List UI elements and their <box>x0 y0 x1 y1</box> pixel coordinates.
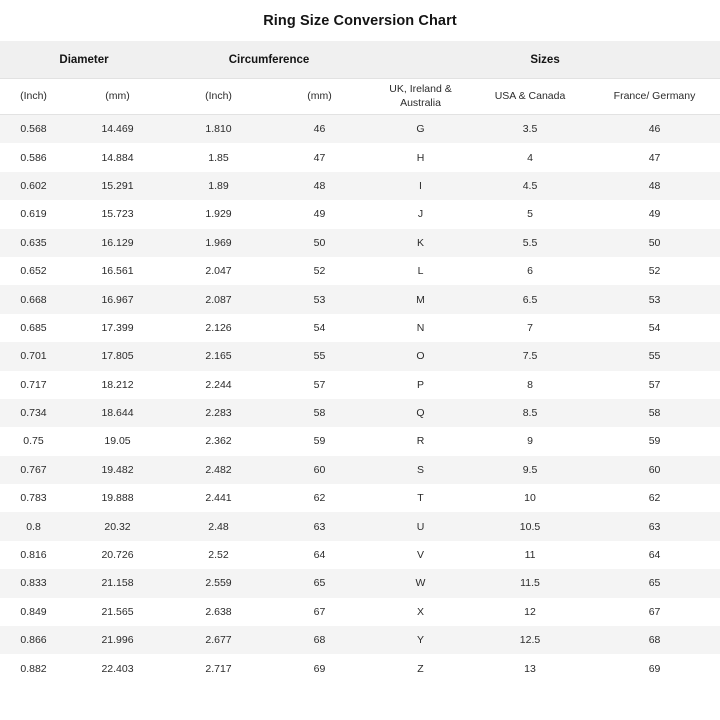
table-cell: 67 <box>269 598 370 626</box>
table-cell: 17.805 <box>67 342 168 370</box>
table-cell: 6 <box>471 257 589 285</box>
table-cell: 55 <box>589 342 720 370</box>
table-cell: 15.291 <box>67 172 168 200</box>
table-cell: X <box>370 598 471 626</box>
table-cell: 11.5 <box>471 569 589 597</box>
table-cell: 0.568 <box>0 115 67 143</box>
table-cell: 16.561 <box>67 257 168 285</box>
table-cell: 46 <box>589 115 720 143</box>
table-cell: 1.89 <box>168 172 269 200</box>
table-cell: 62 <box>269 484 370 512</box>
table-cell: 69 <box>269 654 370 682</box>
table-cell: 54 <box>589 314 720 342</box>
table-cell: 1.85 <box>168 143 269 171</box>
table-cell: 8.5 <box>471 399 589 427</box>
table-row <box>0 399 720 427</box>
table-cell: 21.158 <box>67 569 168 597</box>
table-cell: 68 <box>589 626 720 654</box>
table-cell: 67 <box>589 598 720 626</box>
table-cell: U <box>370 512 471 540</box>
table-subheader-row <box>0 79 720 114</box>
table-cell: J <box>370 200 471 228</box>
table-cell: 2.165 <box>168 342 269 370</box>
table-cell: 0.783 <box>0 484 67 512</box>
table-cell: 2.52 <box>168 541 269 569</box>
table-cell: 2.441 <box>168 484 269 512</box>
table-row <box>0 143 720 171</box>
table-cell: 13 <box>471 654 589 682</box>
table-cell: Q <box>370 399 471 427</box>
table-cell: 0.652 <box>0 257 67 285</box>
table-cell: 46 <box>269 115 370 143</box>
table-row <box>0 427 720 455</box>
table-cell: Z <box>370 654 471 682</box>
table-cell: 52 <box>589 257 720 285</box>
table-cell: 2.126 <box>168 314 269 342</box>
table-cell: 0.668 <box>0 285 67 313</box>
table-cell: 1.810 <box>168 115 269 143</box>
table-group-header-row <box>0 41 720 78</box>
table-cell: 0.602 <box>0 172 67 200</box>
table-row <box>0 456 720 484</box>
table-column-header: (Inch) <box>168 79 269 114</box>
table-cell: 47 <box>589 143 720 171</box>
table-cell: O <box>370 342 471 370</box>
table-cell: 0.849 <box>0 598 67 626</box>
table-cell: 5.5 <box>471 229 589 257</box>
table-cell: H <box>370 143 471 171</box>
table-cell: 5 <box>471 200 589 228</box>
table-cell: 2.48 <box>168 512 269 540</box>
table-cell: 14.469 <box>67 115 168 143</box>
table-cell: 0.767 <box>0 456 67 484</box>
table-cell: 9.5 <box>471 456 589 484</box>
table-cell: 57 <box>589 371 720 399</box>
table-cell: 20.726 <box>67 541 168 569</box>
table-row <box>0 626 720 654</box>
table-cell: 0.734 <box>0 399 67 427</box>
table-cell: 2.244 <box>168 371 269 399</box>
table-cell: 0.685 <box>0 314 67 342</box>
table-cell: 11 <box>471 541 589 569</box>
table-row <box>0 371 720 399</box>
table-group-header: Sizes <box>370 41 720 78</box>
table-cell: 64 <box>589 541 720 569</box>
table-cell: 69 <box>589 654 720 682</box>
table-cell: 18.212 <box>67 371 168 399</box>
table-column-header: France/ Germany <box>589 79 720 114</box>
table-cell: 0.701 <box>0 342 67 370</box>
table-cell: 19.05 <box>67 427 168 455</box>
table-cell: 2.677 <box>168 626 269 654</box>
table-cell: 0.816 <box>0 541 67 569</box>
table-cell: 47 <box>269 143 370 171</box>
ring-size-conversion-table <box>0 41 720 683</box>
table-cell: P <box>370 371 471 399</box>
table-cell: 0.8 <box>0 512 67 540</box>
table-cell: 19.482 <box>67 456 168 484</box>
table-row <box>0 484 720 512</box>
page-title: Ring Size Conversion Chart <box>263 13 457 29</box>
table-cell: 21.996 <box>67 626 168 654</box>
table-cell: 0.833 <box>0 569 67 597</box>
table-cell: 9 <box>471 427 589 455</box>
table-row <box>0 512 720 540</box>
table-cell: 68 <box>269 626 370 654</box>
table-cell: 57 <box>269 371 370 399</box>
table-cell: 63 <box>589 512 720 540</box>
table-cell: 21.565 <box>67 598 168 626</box>
table-cell: 58 <box>589 399 720 427</box>
table-cell: 1.969 <box>168 229 269 257</box>
table-cell: 53 <box>589 285 720 313</box>
table-cell: 2.283 <box>168 399 269 427</box>
table-cell: 4.5 <box>471 172 589 200</box>
table-row <box>0 200 720 228</box>
table-cell: N <box>370 314 471 342</box>
table-cell: 60 <box>269 456 370 484</box>
table-cell: 63 <box>269 512 370 540</box>
table-cell: 2.482 <box>168 456 269 484</box>
table-row <box>0 598 720 626</box>
table-row <box>0 569 720 597</box>
table-cell: I <box>370 172 471 200</box>
table-row <box>0 229 720 257</box>
table-cell: 64 <box>269 541 370 569</box>
table-cell: 55 <box>269 342 370 370</box>
table-cell: 2.638 <box>168 598 269 626</box>
table-cell: 16.129 <box>67 229 168 257</box>
table-cell: 50 <box>589 229 720 257</box>
table-cell: 7 <box>471 314 589 342</box>
table-cell: 14.884 <box>67 143 168 171</box>
table-row <box>0 654 720 682</box>
table-cell: L <box>370 257 471 285</box>
table-row <box>0 285 720 313</box>
table-cell: R <box>370 427 471 455</box>
table-row <box>0 172 720 200</box>
table-cell: 59 <box>269 427 370 455</box>
table-cell: 48 <box>269 172 370 200</box>
table-cell: 20.32 <box>67 512 168 540</box>
table-cell: 0.717 <box>0 371 67 399</box>
table-cell: 2.559 <box>168 569 269 597</box>
table-cell: T <box>370 484 471 512</box>
table-cell: V <box>370 541 471 569</box>
table-cell: 10.5 <box>471 512 589 540</box>
table-cell: 49 <box>269 200 370 228</box>
table-cell: 3.5 <box>471 115 589 143</box>
table-cell: 2.362 <box>168 427 269 455</box>
table-group-header: Diameter <box>0 41 168 78</box>
table-cell: 62 <box>589 484 720 512</box>
table-column-header: (mm) <box>67 79 168 114</box>
table-cell: 6.5 <box>471 285 589 313</box>
table-row <box>0 541 720 569</box>
table-cell: 54 <box>269 314 370 342</box>
table-cell: 59 <box>589 427 720 455</box>
table-cell: 17.399 <box>67 314 168 342</box>
table-cell: 65 <box>269 569 370 597</box>
table-row <box>0 342 720 370</box>
table-cell: 0.619 <box>0 200 67 228</box>
table-cell: 1.929 <box>168 200 269 228</box>
table-cell: 0.75 <box>0 427 67 455</box>
table-cell: 2.047 <box>168 257 269 285</box>
table-cell: S <box>370 456 471 484</box>
table-cell: 0.882 <box>0 654 67 682</box>
table-row <box>0 115 720 143</box>
table-column-header: UK, Ireland & Australia <box>370 79 471 114</box>
table-column-header: USA & Canada <box>471 79 589 114</box>
table-cell: K <box>370 229 471 257</box>
table-cell: 12.5 <box>471 626 589 654</box>
table-cell: 22.403 <box>67 654 168 682</box>
table-cell: 52 <box>269 257 370 285</box>
table-cell: Y <box>370 626 471 654</box>
table-cell: 49 <box>589 200 720 228</box>
table-cell: G <box>370 115 471 143</box>
table-cell: 12 <box>471 598 589 626</box>
table-cell: 15.723 <box>67 200 168 228</box>
table-row <box>0 257 720 285</box>
table-column-header: (Inch) <box>0 79 67 114</box>
table-cell: 4 <box>471 143 589 171</box>
table-group-header: Circumference <box>168 41 370 78</box>
table-cell: 60 <box>589 456 720 484</box>
table-column-header: (mm) <box>269 79 370 114</box>
table-cell: 2.717 <box>168 654 269 682</box>
table-row <box>0 314 720 342</box>
table-cell: 0.866 <box>0 626 67 654</box>
table-cell: 0.586 <box>0 143 67 171</box>
table-cell: M <box>370 285 471 313</box>
table-cell: 19.888 <box>67 484 168 512</box>
table-cell: 0.635 <box>0 229 67 257</box>
table-cell: 18.644 <box>67 399 168 427</box>
table-cell: W <box>370 569 471 597</box>
table-cell: 7.5 <box>471 342 589 370</box>
table-cell: 10 <box>471 484 589 512</box>
table-cell: 48 <box>589 172 720 200</box>
table-cell: 16.967 <box>67 285 168 313</box>
table-cell: 2.087 <box>168 285 269 313</box>
table-cell: 53 <box>269 285 370 313</box>
table-cell: 50 <box>269 229 370 257</box>
table-cell: 8 <box>471 371 589 399</box>
table-cell: 58 <box>269 399 370 427</box>
table-cell: 65 <box>589 569 720 597</box>
